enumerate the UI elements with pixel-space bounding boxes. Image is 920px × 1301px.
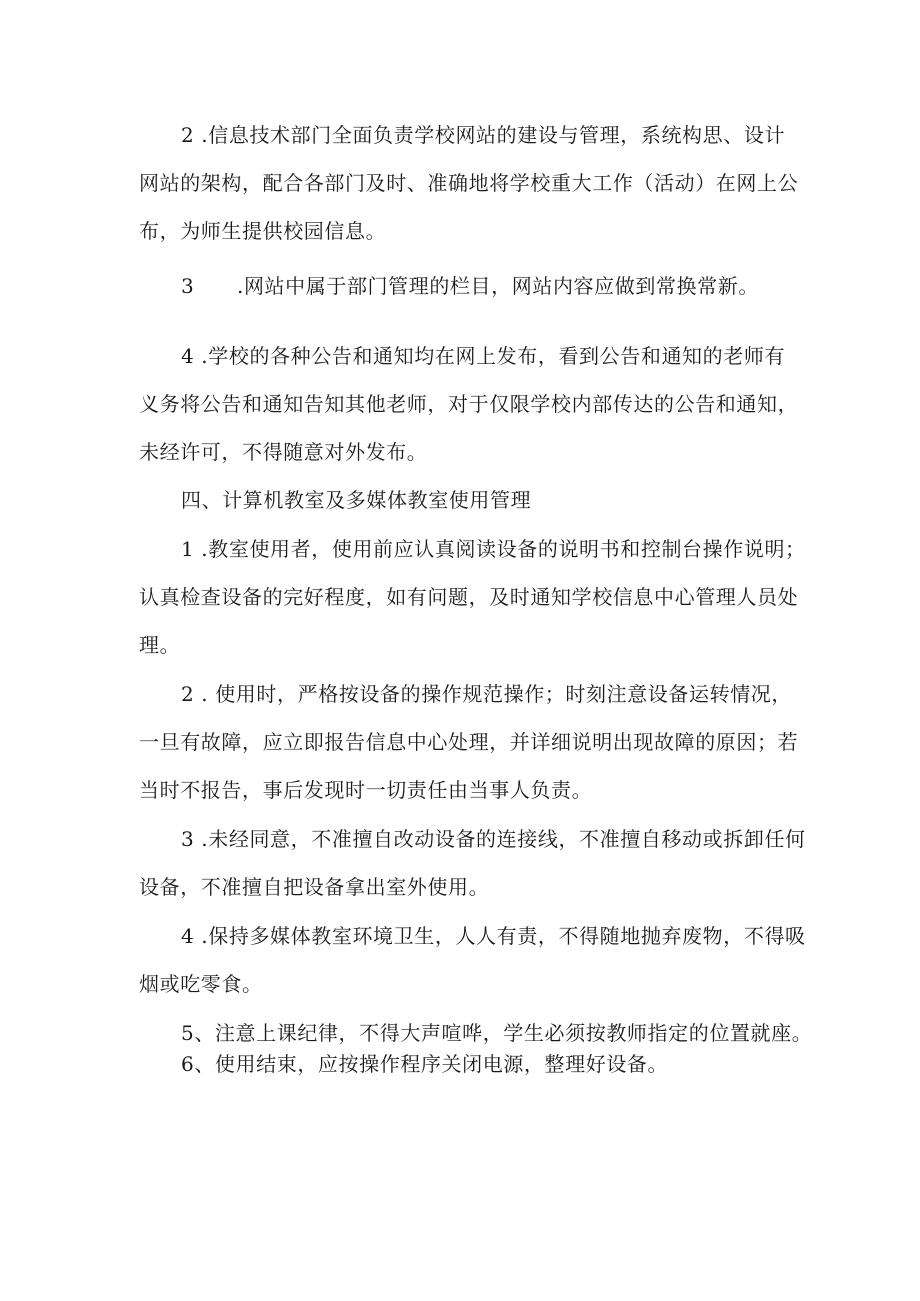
paragraph-line: 未经许可，不得随意对外发布。: [139, 440, 428, 464]
paragraph-line: 义务将公告和通知告知其他老师，对于仅限学校内部传达的公告和通知，: [139, 392, 799, 416]
paragraph-line: 1 .教室使用者，使用前应认真阅读设备的说明书和控制台操作说明；: [181, 537, 806, 561]
paragraph-line: 网站的架构，配合各部门及时、准确地将学校重大工作（活动）在网上公: [139, 171, 799, 195]
item-number: 3: [181, 274, 195, 298]
paragraph-line: 烟或吃零食。: [139, 972, 263, 996]
paragraph-line: 认真检查设备的完好程度，如有问题，及时通知学校信息中心管理人员处: [139, 585, 799, 609]
paragraph-line: 3 .未经同意，不准擅自改动设备的连接线，不准擅自移动或拆卸任何: [181, 827, 806, 851]
paragraph-line: 理。: [139, 633, 181, 657]
paragraph-line: .网站中属于部门管理的栏目，网站内容应做到常换常新。: [237, 274, 759, 298]
paragraph-line: 设备，不准擅自把设备拿出室外使用。: [139, 875, 490, 899]
paragraph-line: 2 . 使用时，严格按设备的操作规范操作；时刻注意设备运转情况，: [181, 682, 792, 706]
paragraph-line: 6、使用结束，应按操作程序关闭电源，整理好设备。: [181, 1052, 669, 1076]
section-heading: 四、计算机教室及多媒体教室使用管理: [181, 488, 532, 512]
paragraph-line: 一旦有故障，应立即报告信息中心处理，并详细说明出现故障的原因；若: [139, 730, 799, 754]
paragraph-line: 4 .保持多媒体教室环境卫生，人人有责，不得随地抛弃废物，不得吸: [181, 924, 806, 948]
paragraph-line: 5、注意上课纪律，不得大声喧哗，学生必须按教师指定的位置就座。: [181, 1021, 813, 1045]
paragraph-line: 布，为师生提供校园信息。: [139, 219, 387, 243]
paragraph-line: 当时不报告，事后发现时一切责任由当事人负责。: [139, 778, 593, 802]
paragraph-line: 4 .学校的各种公告和通知均在网上发布，看到公告和通知的老师有: [181, 344, 786, 368]
paragraph-line: 2 .信息技术部门全面负责学校网站的建设与管理，系统构思、设计: [181, 123, 786, 147]
